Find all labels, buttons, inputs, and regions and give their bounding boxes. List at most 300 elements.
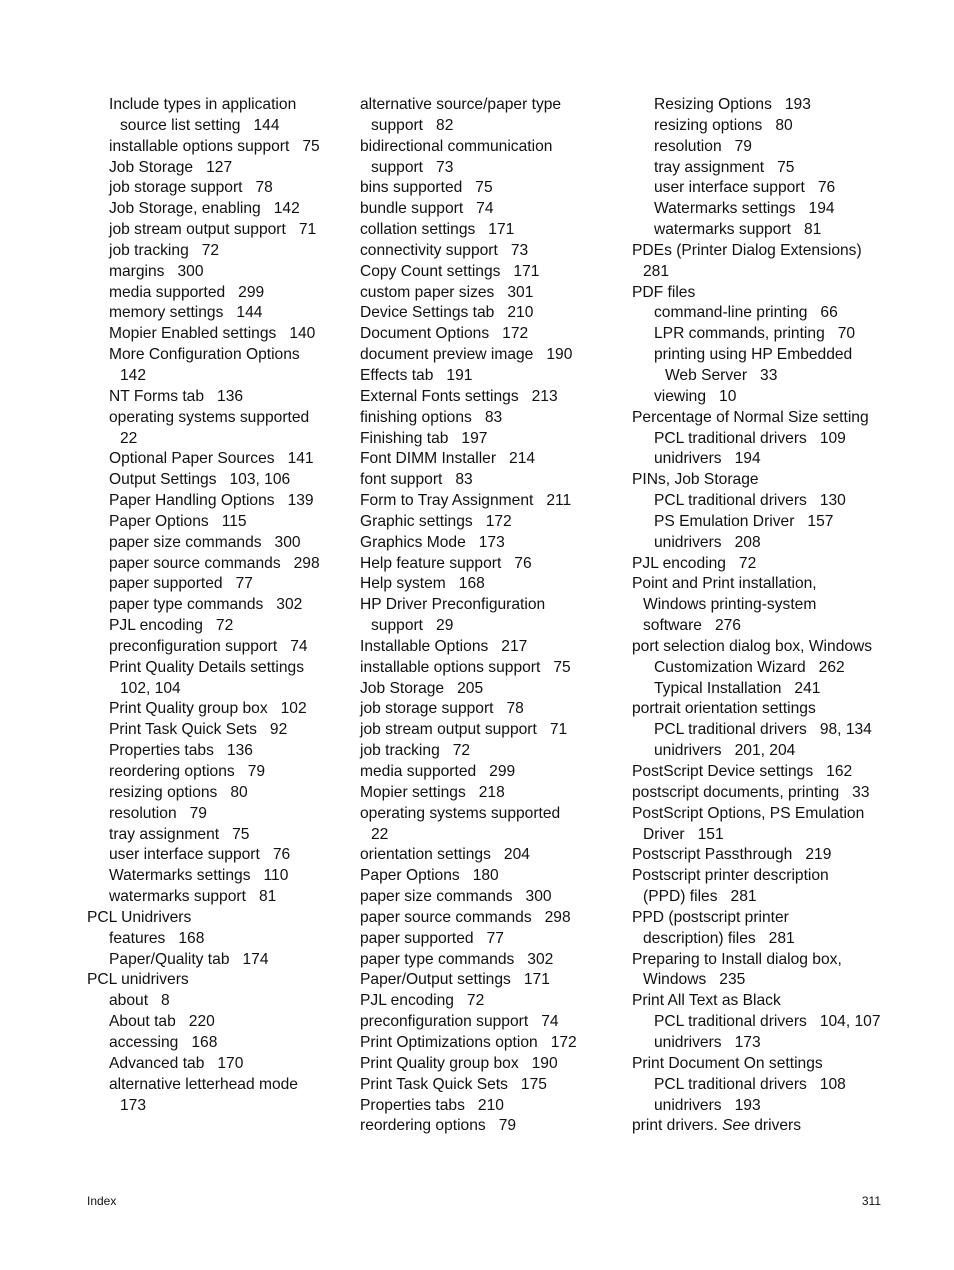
index-page-ref: 281: [730, 888, 757, 906]
index-entry: [632, 908, 894, 929]
index-entry: [360, 366, 622, 387]
index-page-ref: 33: [760, 366, 778, 384]
index-page-ref: 208: [734, 533, 761, 551]
index-entry: [360, 429, 622, 450]
index-entry: [632, 408, 894, 429]
index-term: 22: [371, 825, 389, 843]
index-subentry: [87, 95, 357, 116]
index-page-ref: 71: [298, 221, 317, 239]
index-entry: [360, 720, 622, 741]
index-term: (PPD) files: [643, 888, 718, 906]
index-entry: [360, 387, 622, 408]
index-subentry: [632, 741, 894, 762]
index-term: PCL traditional drivers: [654, 429, 807, 447]
index-page-ref: 144: [236, 304, 263, 322]
index-page-ref: 190: [531, 1054, 558, 1072]
index-term: font support: [360, 471, 443, 489]
index-subentry: [87, 533, 357, 554]
index-term: Font DIMM Installer: [360, 450, 497, 468]
index-page-ref: 218: [478, 783, 505, 801]
index-page-ref: 75: [553, 658, 571, 676]
index-term: resolution: [654, 137, 722, 155]
index-term: bins supported: [360, 179, 463, 197]
index-entry: [632, 845, 894, 866]
index-subentry: [87, 679, 357, 700]
index-term: PJL encoding: [109, 617, 203, 635]
index-term: 142: [120, 366, 147, 384]
index-entry: [360, 303, 622, 324]
index-term: Paper/Output settings: [360, 971, 511, 989]
index-term: Postscript printer description: [632, 867, 829, 885]
index-entry: [632, 241, 894, 262]
index-entry: [632, 699, 894, 720]
index-subentry: [632, 137, 894, 158]
index-page-ref: 162: [826, 763, 853, 780]
index-page-ref: 211: [546, 492, 572, 510]
index-term: unidrivers: [654, 742, 722, 760]
index-page-ref: 109: [819, 429, 846, 447]
index-term: job storage support: [109, 179, 243, 197]
index-entry: [632, 616, 894, 637]
index-term: paper source commands: [360, 908, 532, 926]
footer-section-label: Index: [87, 1194, 117, 1208]
index-entry: [632, 866, 894, 887]
index-term: Device Settings tab: [360, 304, 495, 322]
index-entry: [360, 950, 622, 971]
see-reference-target: drivers: [754, 1117, 802, 1135]
index-term: PPD (postscript printer: [632, 908, 789, 926]
index-page-ref: 78: [255, 179, 273, 197]
index-subentry: [632, 1075, 894, 1096]
index-term: print drivers.: [632, 1117, 718, 1135]
index-subentry: [87, 762, 357, 783]
index-subentry: [632, 429, 894, 450]
index-term: Advanced tab: [109, 1054, 205, 1072]
index-term: PINs, Job Storage: [632, 471, 759, 489]
index-term: source list setting: [120, 116, 241, 134]
index-page-ref: 194: [734, 450, 761, 468]
index-entry: [360, 970, 622, 991]
index-term: Percentage of Normal Size setting: [632, 408, 869, 426]
index-term: NT Forms tab: [109, 387, 205, 405]
see-reference-label: See: [722, 1117, 750, 1135]
index-entry: [360, 887, 622, 908]
index-page-ref: 115: [221, 512, 247, 530]
index-term: Print Quality Details settings: [109, 658, 304, 676]
index-page-ref: 72: [452, 742, 471, 760]
index-term: support: [371, 617, 424, 635]
index-term: 22: [120, 429, 138, 447]
index-entry: [360, 449, 622, 470]
index-subentry: [632, 533, 894, 554]
index-entry: [632, 825, 894, 846]
index-subentry: [87, 137, 357, 158]
index-page-ref: 210: [507, 304, 534, 322]
index-column-2: [360, 95, 622, 1137]
index-entry: [360, 762, 622, 783]
index-page-ref: 72: [738, 554, 757, 572]
index-page-ref: 79: [189, 804, 207, 822]
index-entry: [632, 595, 894, 616]
index-term: paper size commands: [109, 533, 262, 551]
index-page-ref: 83: [455, 471, 473, 489]
index-term: Customization Wizard: [654, 658, 806, 676]
index-page-ref: 213: [531, 387, 558, 405]
index-subentry: [87, 178, 357, 199]
index-page-ref: 136: [217, 387, 244, 405]
index-page-ref: 73: [436, 158, 454, 176]
index-page-ref: 110: [263, 867, 289, 885]
index-subentry: [87, 1096, 357, 1117]
index-term: margins: [109, 262, 165, 280]
index-entry: [360, 345, 622, 366]
index-subentry: [87, 1012, 357, 1033]
index-subentry: [87, 1033, 357, 1054]
index-term: About tab: [109, 1013, 176, 1031]
index-term: Output Settings: [109, 471, 217, 489]
index-page-ref: 281: [768, 929, 795, 947]
index-entry: [632, 262, 894, 283]
index-page-ref: 10: [719, 387, 737, 405]
index-page-ref: 298: [544, 908, 571, 926]
index-subentry: [87, 303, 357, 324]
index-term: unidrivers: [654, 533, 722, 551]
index-page-ref: 276: [714, 617, 741, 635]
index-subentry: [632, 158, 894, 179]
index-subentry: [87, 950, 357, 971]
index-page-ref: 76: [514, 554, 532, 572]
index-entry: [360, 783, 622, 804]
index-term: custom paper sizes: [360, 283, 495, 301]
index-page-ref: 80: [230, 783, 248, 801]
index-term: Web Server: [665, 366, 748, 384]
index-entry: [360, 741, 622, 762]
index-term: Paper Options: [109, 512, 209, 530]
index-subentry: [632, 387, 894, 408]
index-term: user interface support: [109, 846, 260, 864]
index-subentry: [632, 658, 894, 679]
index-page-ref: 77: [486, 929, 504, 947]
index-subentry: [632, 220, 894, 241]
index-term: features: [109, 929, 166, 947]
index-page-ref: 172: [502, 325, 529, 343]
index-page-ref: 191: [446, 366, 473, 384]
index-term: PCL traditional drivers: [654, 1075, 807, 1093]
index-term: Paper Handling Options: [109, 492, 275, 510]
index-page-ref: 70: [837, 325, 856, 343]
index-subentry: [87, 991, 357, 1012]
index-page-ref: 102: [280, 700, 307, 718]
index-page-ref: 8: [161, 992, 170, 1010]
index-term: job stream output support: [360, 721, 537, 739]
index-page-ref: 72: [466, 992, 485, 1010]
index-page-ref: 79: [734, 137, 752, 155]
index-subentry: [87, 554, 357, 575]
index-term: 281: [643, 262, 670, 280]
index-subentry: [87, 929, 357, 950]
index-entry: [360, 699, 622, 720]
index-term: External Fonts settings: [360, 387, 519, 405]
index-entry: [360, 991, 622, 1012]
index-term: Optional Paper Sources: [109, 450, 275, 468]
index-term: HP Driver Preconfiguration: [360, 596, 546, 614]
index-page-ref: 262: [818, 658, 845, 676]
index-term: paper source commands: [109, 554, 281, 572]
index-term: reordering options: [360, 1117, 486, 1135]
index-subentry: [632, 679, 894, 700]
index-subentry: [87, 887, 357, 908]
index-entry: [360, 1096, 622, 1117]
index-page-ref: 220: [188, 1013, 215, 1031]
index-subentry: [87, 470, 357, 491]
index-page-ref: 75: [232, 825, 250, 843]
index-term: alternative source/paper type: [360, 96, 562, 113]
index-page-ref: 74: [290, 637, 308, 655]
index-term: port selection dialog box, Windows: [632, 637, 873, 655]
index-term: Copy Count settings: [360, 262, 501, 280]
index-page-ref: 193: [734, 1096, 761, 1114]
index-term: job tracking: [109, 241, 189, 259]
index-term: Mopier settings: [360, 783, 466, 801]
index-page-ref: 29: [436, 617, 454, 635]
index-entry: [632, 929, 894, 950]
index-subentry: [87, 804, 357, 825]
index-term: memory settings: [109, 304, 224, 322]
index-term: finishing options: [360, 408, 472, 426]
index-entry: [632, 762, 894, 783]
index-subentry: [632, 491, 894, 512]
index-page-ref: 66: [820, 304, 838, 322]
index-page-ref: 235: [719, 971, 746, 989]
index-subentry: [87, 637, 357, 658]
index-term: Print Optimizations option: [360, 1033, 538, 1051]
index-entry: [360, 908, 622, 929]
index-entry: [360, 158, 622, 179]
index-entry: [360, 283, 622, 304]
index-page-ref: 168: [191, 1033, 218, 1051]
index-page-ref: 302: [276, 596, 303, 614]
index-page-ref: 170: [217, 1054, 244, 1072]
index-entry: [632, 574, 894, 595]
index-term: Watermarks settings: [654, 200, 796, 218]
index-page-ref: 33: [852, 783, 870, 801]
index-term: connectivity support: [360, 241, 498, 259]
index-term: Print Quality group box: [109, 700, 268, 718]
index-term: PCL traditional drivers: [654, 721, 807, 739]
index-entry: [632, 970, 894, 991]
index-entry: [632, 950, 894, 971]
index-page-ref: 136: [226, 742, 253, 760]
index-subentry: [87, 429, 357, 450]
index-term: Job Storage: [360, 679, 445, 697]
index-term: viewing: [654, 387, 707, 405]
index-term: paper size commands: [360, 888, 513, 906]
index-entry: [360, 616, 622, 637]
index-entry: [632, 783, 894, 804]
index-entry: [360, 95, 622, 116]
index-term: paper type commands: [360, 950, 515, 968]
index-term: Installable Options: [360, 637, 489, 655]
index-page-ref: 103, 106: [229, 471, 291, 489]
index-term: paper supported: [360, 929, 474, 947]
index-page-ref: 171: [513, 262, 540, 280]
index-column-3: [632, 95, 894, 1137]
index-term: unidrivers: [654, 450, 722, 468]
index-subentry: [87, 825, 357, 846]
index-subentry: [87, 158, 357, 179]
index-page-ref: 73: [510, 241, 529, 259]
index-page-ref: 75: [777, 158, 795, 176]
index-subentry: [632, 178, 894, 199]
index-subentry: [632, 1096, 894, 1117]
index-entry: [360, 1033, 622, 1054]
index-page-ref: 193: [784, 96, 811, 113]
index-term: Job Storage, enabling: [109, 200, 261, 218]
index-term: support: [371, 158, 424, 176]
index-term: Windows: [643, 971, 707, 989]
index-subentry: [632, 303, 894, 324]
index-entry: [360, 1116, 622, 1137]
index-page-ref: 144: [253, 116, 280, 134]
index-term: LPR commands, printing: [654, 325, 825, 343]
index-term: operating systems supported: [360, 804, 561, 822]
index-entry: [360, 512, 622, 533]
index-page-ref: 92: [269, 721, 288, 739]
index-page-ref: 139: [287, 492, 314, 510]
index-term: Preparing to Install dialog box,: [632, 950, 842, 968]
index-entry: [360, 533, 622, 554]
index-subentry: [632, 720, 894, 741]
index-subentry: [632, 1033, 894, 1054]
index-subentry: [87, 116, 357, 137]
index-term: collation settings: [360, 221, 476, 239]
index-subentry: [87, 1054, 357, 1075]
index-term: Print All Text as Black: [632, 992, 781, 1010]
index-term: Watermarks settings: [109, 867, 251, 885]
index-term: 102, 104: [120, 679, 181, 697]
index-page-ref: 79: [498, 1117, 517, 1135]
index-page-ref: 197: [461, 429, 488, 447]
index-entry: [360, 324, 622, 345]
index-entry: [360, 137, 622, 158]
index-term: PJL encoding: [632, 554, 726, 572]
index-page-ref: 171: [523, 971, 550, 989]
index-page-ref: 81: [258, 888, 277, 906]
index-term: Form to Tray Assignment: [360, 492, 534, 510]
index-page-ref: 205: [457, 679, 484, 697]
index-term: accessing: [109, 1033, 179, 1051]
index-term: job stream output support: [109, 221, 286, 239]
index-term: Resizing Options: [654, 96, 772, 113]
index-page-ref: 72: [201, 241, 220, 259]
index-entry: [87, 908, 357, 929]
index-subentry: [87, 408, 357, 429]
index-page-ref: 219: [805, 846, 832, 864]
index-subentry: [87, 324, 357, 345]
index-term: Help feature support: [360, 554, 502, 572]
index-entry: [360, 658, 622, 679]
index-page-ref: 76: [272, 846, 291, 864]
index-subentry: [632, 199, 894, 220]
index-page-ref: 142: [273, 200, 300, 218]
index-page-ref: 74: [541, 1013, 559, 1031]
index-term: Effects tab: [360, 366, 434, 384]
index-page-ref: 194: [808, 200, 835, 218]
index-entry: [632, 283, 894, 304]
index-page-ref: 300: [274, 533, 301, 551]
index-term: Graphic settings: [360, 512, 473, 530]
index-term: Driver: [643, 825, 685, 843]
index-term: PCL traditional drivers: [654, 1013, 807, 1031]
index-subentry: [87, 241, 357, 262]
index-entry: [360, 679, 622, 700]
index-page-ref: 77: [235, 575, 253, 593]
index-subentry: [632, 116, 894, 137]
index-page-ref: 83: [484, 408, 503, 426]
index-term: about: [109, 992, 149, 1010]
index-entry: [360, 470, 622, 491]
index-page-ref: 172: [485, 512, 512, 530]
index-page-ref: 127: [206, 158, 233, 176]
index-subentry: [632, 324, 894, 345]
index-subentry: [87, 387, 357, 408]
index-subentry: [632, 512, 894, 533]
index-term: PCL unidrivers: [87, 971, 189, 989]
index-entry: [360, 178, 622, 199]
index-subentry: [87, 741, 357, 762]
index-page-ref: 299: [238, 283, 265, 301]
index-entry: [632, 804, 894, 825]
index-term: Properties tabs: [109, 742, 214, 760]
index-page-ref: 104, 107: [819, 1013, 881, 1031]
index-page-ref: 302: [527, 950, 554, 968]
index-entry: [360, 1075, 622, 1096]
index-term: watermarks support: [109, 888, 246, 906]
index-term: unidrivers: [654, 1096, 722, 1114]
index-entry: [360, 241, 622, 262]
index-page-ref: 190: [546, 346, 573, 364]
index-term: paper supported: [109, 575, 223, 593]
index-page-ref: 79: [247, 763, 266, 780]
index-term: Properties tabs: [360, 1096, 465, 1114]
index-page-ref: 78: [506, 700, 524, 718]
index-subentry: [87, 658, 357, 679]
index-subentry: [87, 491, 357, 512]
index-entry: [360, 262, 622, 283]
index-subentry: [87, 720, 357, 741]
index-subentry: [87, 699, 357, 720]
index-term: command-line printing: [654, 304, 808, 322]
index-page-ref: 204: [503, 846, 530, 864]
index-term: portrait orientation settings: [632, 700, 816, 718]
index-term: Graphics Mode: [360, 533, 466, 551]
index-term: media supported: [109, 283, 226, 301]
index-subentry: [87, 366, 357, 387]
index-page-ref: 75: [302, 137, 320, 155]
index-page-ref: 173: [478, 533, 505, 551]
index-page-ref: 301: [507, 283, 534, 301]
index-term: Include types in application: [109, 96, 297, 113]
index-page-ref: 168: [178, 929, 205, 947]
index-page-ref: 300: [177, 262, 204, 280]
index-term: PDEs (Printer Dialog Extensions): [632, 241, 862, 259]
index-term: Windows printing-system: [643, 596, 817, 614]
index-term: postscript documents, printing: [632, 783, 840, 801]
index-term: support: [371, 116, 424, 134]
index-term: tray assignment: [654, 158, 765, 176]
index-term: orientation settings: [360, 846, 491, 864]
index-page-ref: 75: [475, 179, 493, 197]
